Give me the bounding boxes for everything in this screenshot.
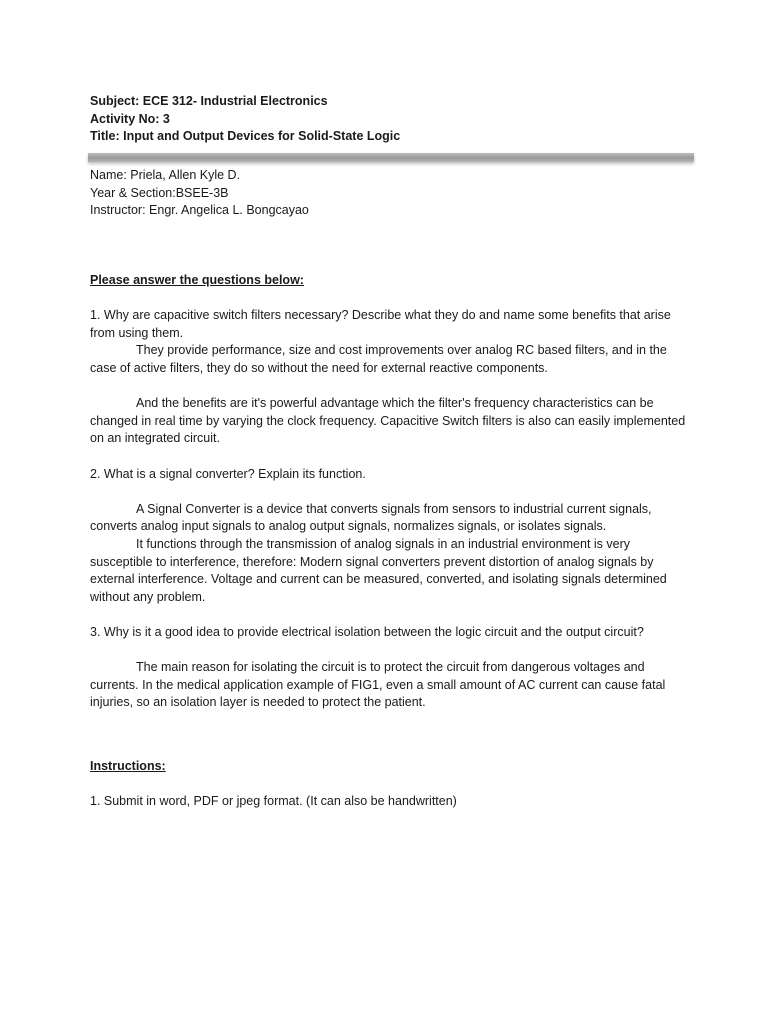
answer-1-paragraph-1: They provide performance, size and cost improvements over analog RC based filters, and in the case of active filters, they do so without the need for external reactive components. — [90, 343, 667, 375]
document-body — [90, 272, 690, 811]
student-info — [90, 167, 690, 220]
header-divider — [88, 153, 694, 162]
answer-1-paragraph-2: And the benefits are it's powerful advantage which the filter's frequency characteristics can be changed in real time by varying the clock frequency. Capacitive Switch filters is also can easily implemented on an integrated circuit. — [90, 396, 686, 446]
subject-line: Subject: ECE 312- Industrial Electronics — [90, 94, 328, 108]
question-3: 3. Why is it a good idea to provide electrical isolation between the logic circuit and the output circuit? — [90, 624, 644, 639]
instruction-item-1: 1. Submit in word, PDF or jpeg format. (It can also be handwritten) — [90, 794, 457, 809]
instructor-name: Instructor: Engr. Angelica L. Bongcayao — [90, 203, 309, 218]
answer-3-paragraph-1: The main reason for isolating the circuit is to protect the circuit from dangerous voltages and currents. In the medical application example of FIG1, even a small amount of AC current can cause fatal injuries, so an isolation layer is needed to protect the patient. — [90, 660, 666, 710]
answer-2-paragraph-1: A Signal Converter is a device that converts signals from sensors to industrial current signals, converts analog input signals to analog output signals, normalizes signals, or isolates signals. — [90, 501, 652, 534]
student-name: Name: Priela, Allen Kyle D. — [90, 168, 241, 182]
questions-prompt: Please answer the questions below: — [90, 273, 304, 287]
answer-2-paragraph-2: It functions through the transmission of analog signals in an industrial environment is very susceptible to interference, therefore: Modern signal converters prevent distortion of analog signals by external interference. Voltage and current can be measured, converted, and isolating signals determined without any problem. — [90, 536, 667, 604]
document-header — [90, 93, 690, 146]
title-line: Title: Input and Output Devices for Solid-State Logic — [90, 129, 401, 144]
question-1: 1. Why are capacitive switch filters necessary? Describe what they do and name some benefits that arise from using them. — [90, 308, 671, 340]
year-section: Year & Section:BSEE-3B — [90, 185, 229, 200]
activity-line: Activity No: 3 — [90, 111, 170, 126]
question-2: 2. What is a signal converter? Explain its function. — [90, 466, 366, 481]
instructions-heading: Instructions: — [90, 758, 166, 773]
